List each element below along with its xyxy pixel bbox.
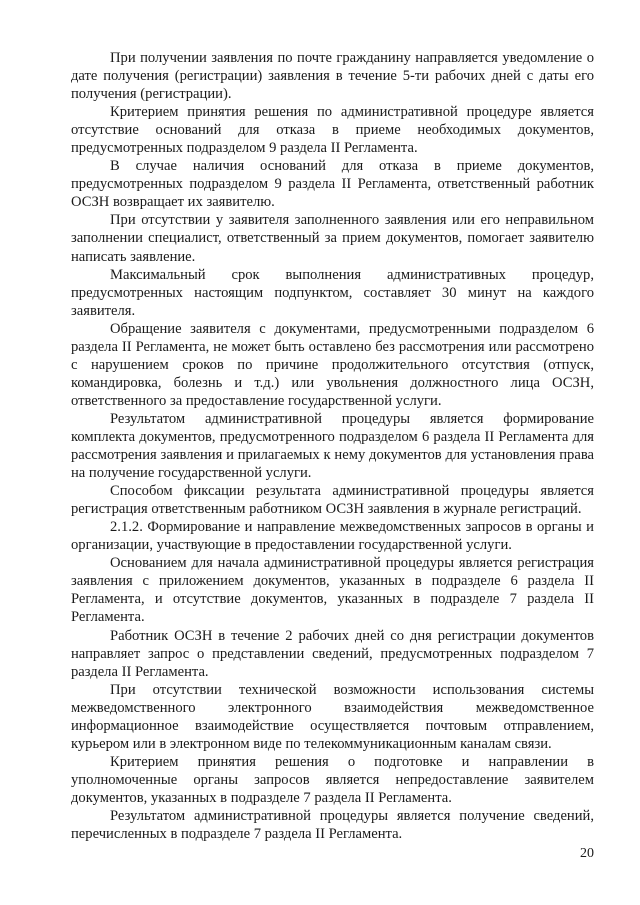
paragraph-procedure-basis: Основанием для начала административной процедуры является регистрация заявления с приложением документов, указанных в подразделе 6 раздела II Регламента, и отсутствие документов, указанных в подразделе 7 раздела II Регламента. (71, 555, 594, 626)
paragraph-result-set: Результатом административной процедуры является формирование комплекта документов, предусмотренного подразделом 6 раздела II Регламента для рассмотрения заявления и прилагаемых к нему документов для установления права на получение государственной услуги. (71, 410, 594, 482)
paragraph-no-delay: Обращение заявителя с документами, предусмотренными подразделом 6 раздела II Регламента, не может быть оставлено без рассмотрения или рассмотрено с нарушением сроков по причине продолжительного отсутствия (отпуск, командировка, болезнь и т.д.) или увольнения должностного лица ОСЗН, ответственного за предоставление государственной услуги. (71, 320, 594, 409)
paragraph-procedure-result: Результатом административной процедуры является получение сведений, перечисленных в подразделе 7 раздела II Регламента. (71, 807, 594, 843)
paragraph-request-criterion: Критерием принятия решения о подготовке и направлении в уполномоченные органы запросов является непредоставление заявителем документов, указанных в подразделе 7 раздела II Регламента. (71, 753, 594, 806)
paragraph-result-fixation: Способом фиксации результата административной процедуры является регистрация ответственным работником ОСЗН заявления в журнале регистраций. (71, 483, 594, 518)
paragraph-max-duration: Максимальный срок выполнения административных процедур, предусмотренных настоящим подпунктом, составляет 30 минут на каждого заявителя. (71, 266, 594, 319)
document-body (71, 49, 594, 843)
paragraph-alternative-channels: При отсутствии технической возможности использования системы межведомственного электронного взаимодействия межведомственное информационное взаимодействие осуществляется почтовым отправлением, курьером или в электронном виде по телекоммуникационным каналам связи. (71, 681, 594, 752)
section-heading-2-1-2: 2.1.2. Формирование и направление межведомственных запросов в органы и организации, участвующие в предоставлении государственной услуги. (71, 519, 594, 554)
page-number: 20 (580, 846, 594, 861)
paragraph-application-help: При отсутствии у заявителя заполненного заявления или его неправильном заполнении специалист, ответственный за прием документов, помогает заявителю написать заявление. (71, 212, 594, 265)
paragraph-decision-criterion: Критерием принятия решения по административной процедуре является отсутствие оснований для отказа в приеме необходимых документов, предусмотренных подразделом 9 раздела II Регламента. (71, 104, 594, 157)
paragraph-postal-notification: При получении заявления по почте гражданину направляется уведомление о дате получения (регистрации) заявления в течение 5-ти рабочих дней с даты его получения (регистрации). (71, 50, 594, 103)
paragraph-request-deadline: Работник ОСЗН в течение 2 рабочих дней со дня регистрации документов направляет запрос о представлении сведений, предусмотренных подразделом 7 раздела II Регламента. (71, 627, 594, 680)
paragraph-refusal-return: В случае наличия оснований для отказа в приеме документов, предусмотренных подразделом 9 раздела II Регламента, ответственный работник ОСЗН возвращает их заявителю. (71, 158, 594, 211)
